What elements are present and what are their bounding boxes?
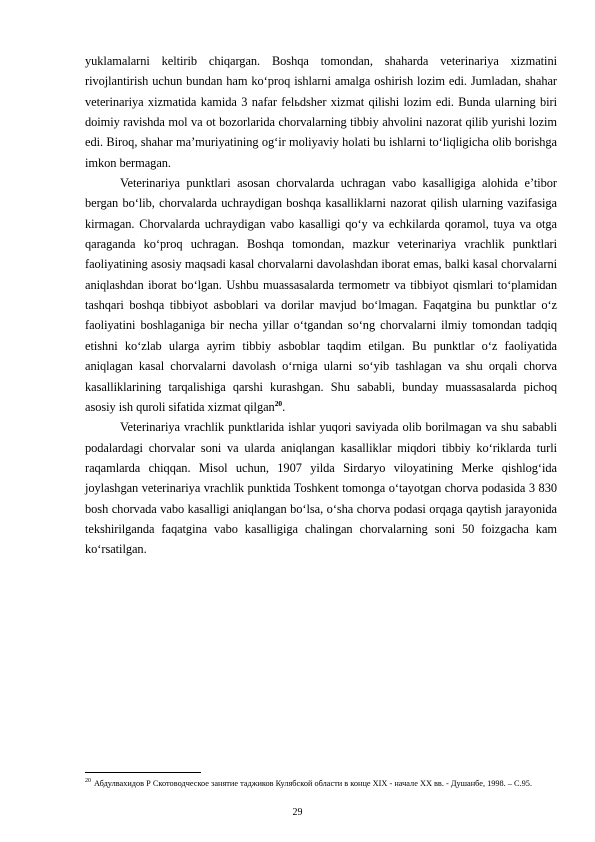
footnote-text: Абдулвахидов Р Скотоводческое занятие таджиков Кулябской области в конце XIX - начале XX вв. - Душанбе, 1998. – С.95. <box>94 779 533 788</box>
paragraph-3: Veterinariya vrachlik punktlarida ishlar yuqori saviyada olib borilmagan va shu sababli podalardagi chorvalar soni va ularda aniqlangan kasalliklar miqdori tibbiy ko‘riklarda turli raqamlarda chiqqan. Misol uchun, 1907 yilda Sirdaryo viloyatining Merke qishlog‘ida joylashgan veterinariya vrachlik punktida Toshkent tomonga o‘tayotgan chorva podasida 3 830 bosh chorvada vabo kasalligi aniqlangan bo‘lsa, o‘sha chorva podasi orqaga qaytish jarayonida tekshirilganda faqatgina vabo kasalligiga chalingan chorvalarning soni 50 foizgacha kam ko‘rsatilgan. <box>85 420 557 557</box>
body-text <box>85 51 557 560</box>
footnote-reference[interactable]: 20 <box>274 398 283 408</box>
paragraph-2-end: . <box>282 399 286 414</box>
paragraph-1: yuklamalarni keltirib chiqargan. Boshqa tomondan, shaharda veterinariya xizmatini rivojlantirish uchun bundan ham ko‘proq ishlarni amalga oshirish lozim edi. Jumladan, shahar veterinariya xizmatida kamida 3 nafar felьdsher xizmat qilishi lozim edi. Bunda ularning biri doimiy ravishda mol va ot bozorlarida chorvalarning tibbiy ahvolini nazorat qilib yurishi lozim edi. Biroq, shahar ma’muriyatining og‘ir moliyaviy holati bu ishlarni to‘liqligicha olib borishga imkon bermagan. <box>85 54 557 170</box>
footnote-separator <box>85 772 201 773</box>
footnote-number: 20 <box>85 778 91 785</box>
footnote <box>85 776 557 791</box>
page-number: 29 <box>292 807 303 818</box>
paragraph-2-text: Veterinariya punktlari asosan chorvalarda uchragan vabo kasalligiga alohida e’tibor bergan bo‘lib, chorvalarda uchraydigan boshqa kasalliklarni nazorat qilish ularning vazifasiga kirmagan. Chorvalarda uchraydigan vabo kasalligi qo‘y va echkilarda qoramol, tuya va otga qaraganda ko‘proq uchragan. Boshqa tomondan, mazkur veterinariya vrachlik punktlari faoliyatining asosiy maqsadi kasal chorvalarni davolashdan iborat emas, balki kasal chorvalarni aniqlashdan iborat bo‘lgan. Ushbu muassasalarda termometr va tibbiyot qismlari to‘plamidan tashqari boshqa tibbiyot asboblari va dorilar mavjud bo‘lmagan. Faqatgina bu punktlar o‘z faoliyatini boshlaganiga bir necha yillar o‘tgandan so‘ng chorvalarni ilmiy tomondan tadqiq etishni ko‘zlab ularga ayrim tibbiy asboblar taqdim etilgan. Bu punktlar o‘z faoliyatida aniqlagan kasal chorvalarni davolash o‘rniga ularni so‘yib tashlagan va shu orqali chorva kasalliklarining tarqalishiga qarshi kurashgan. Shu sababli, bunday muassasalarda pichoq asosiy ish quroli sifatida xizmat qilgan <box>85 176 557 414</box>
paragraph-2 <box>85 173 557 417</box>
